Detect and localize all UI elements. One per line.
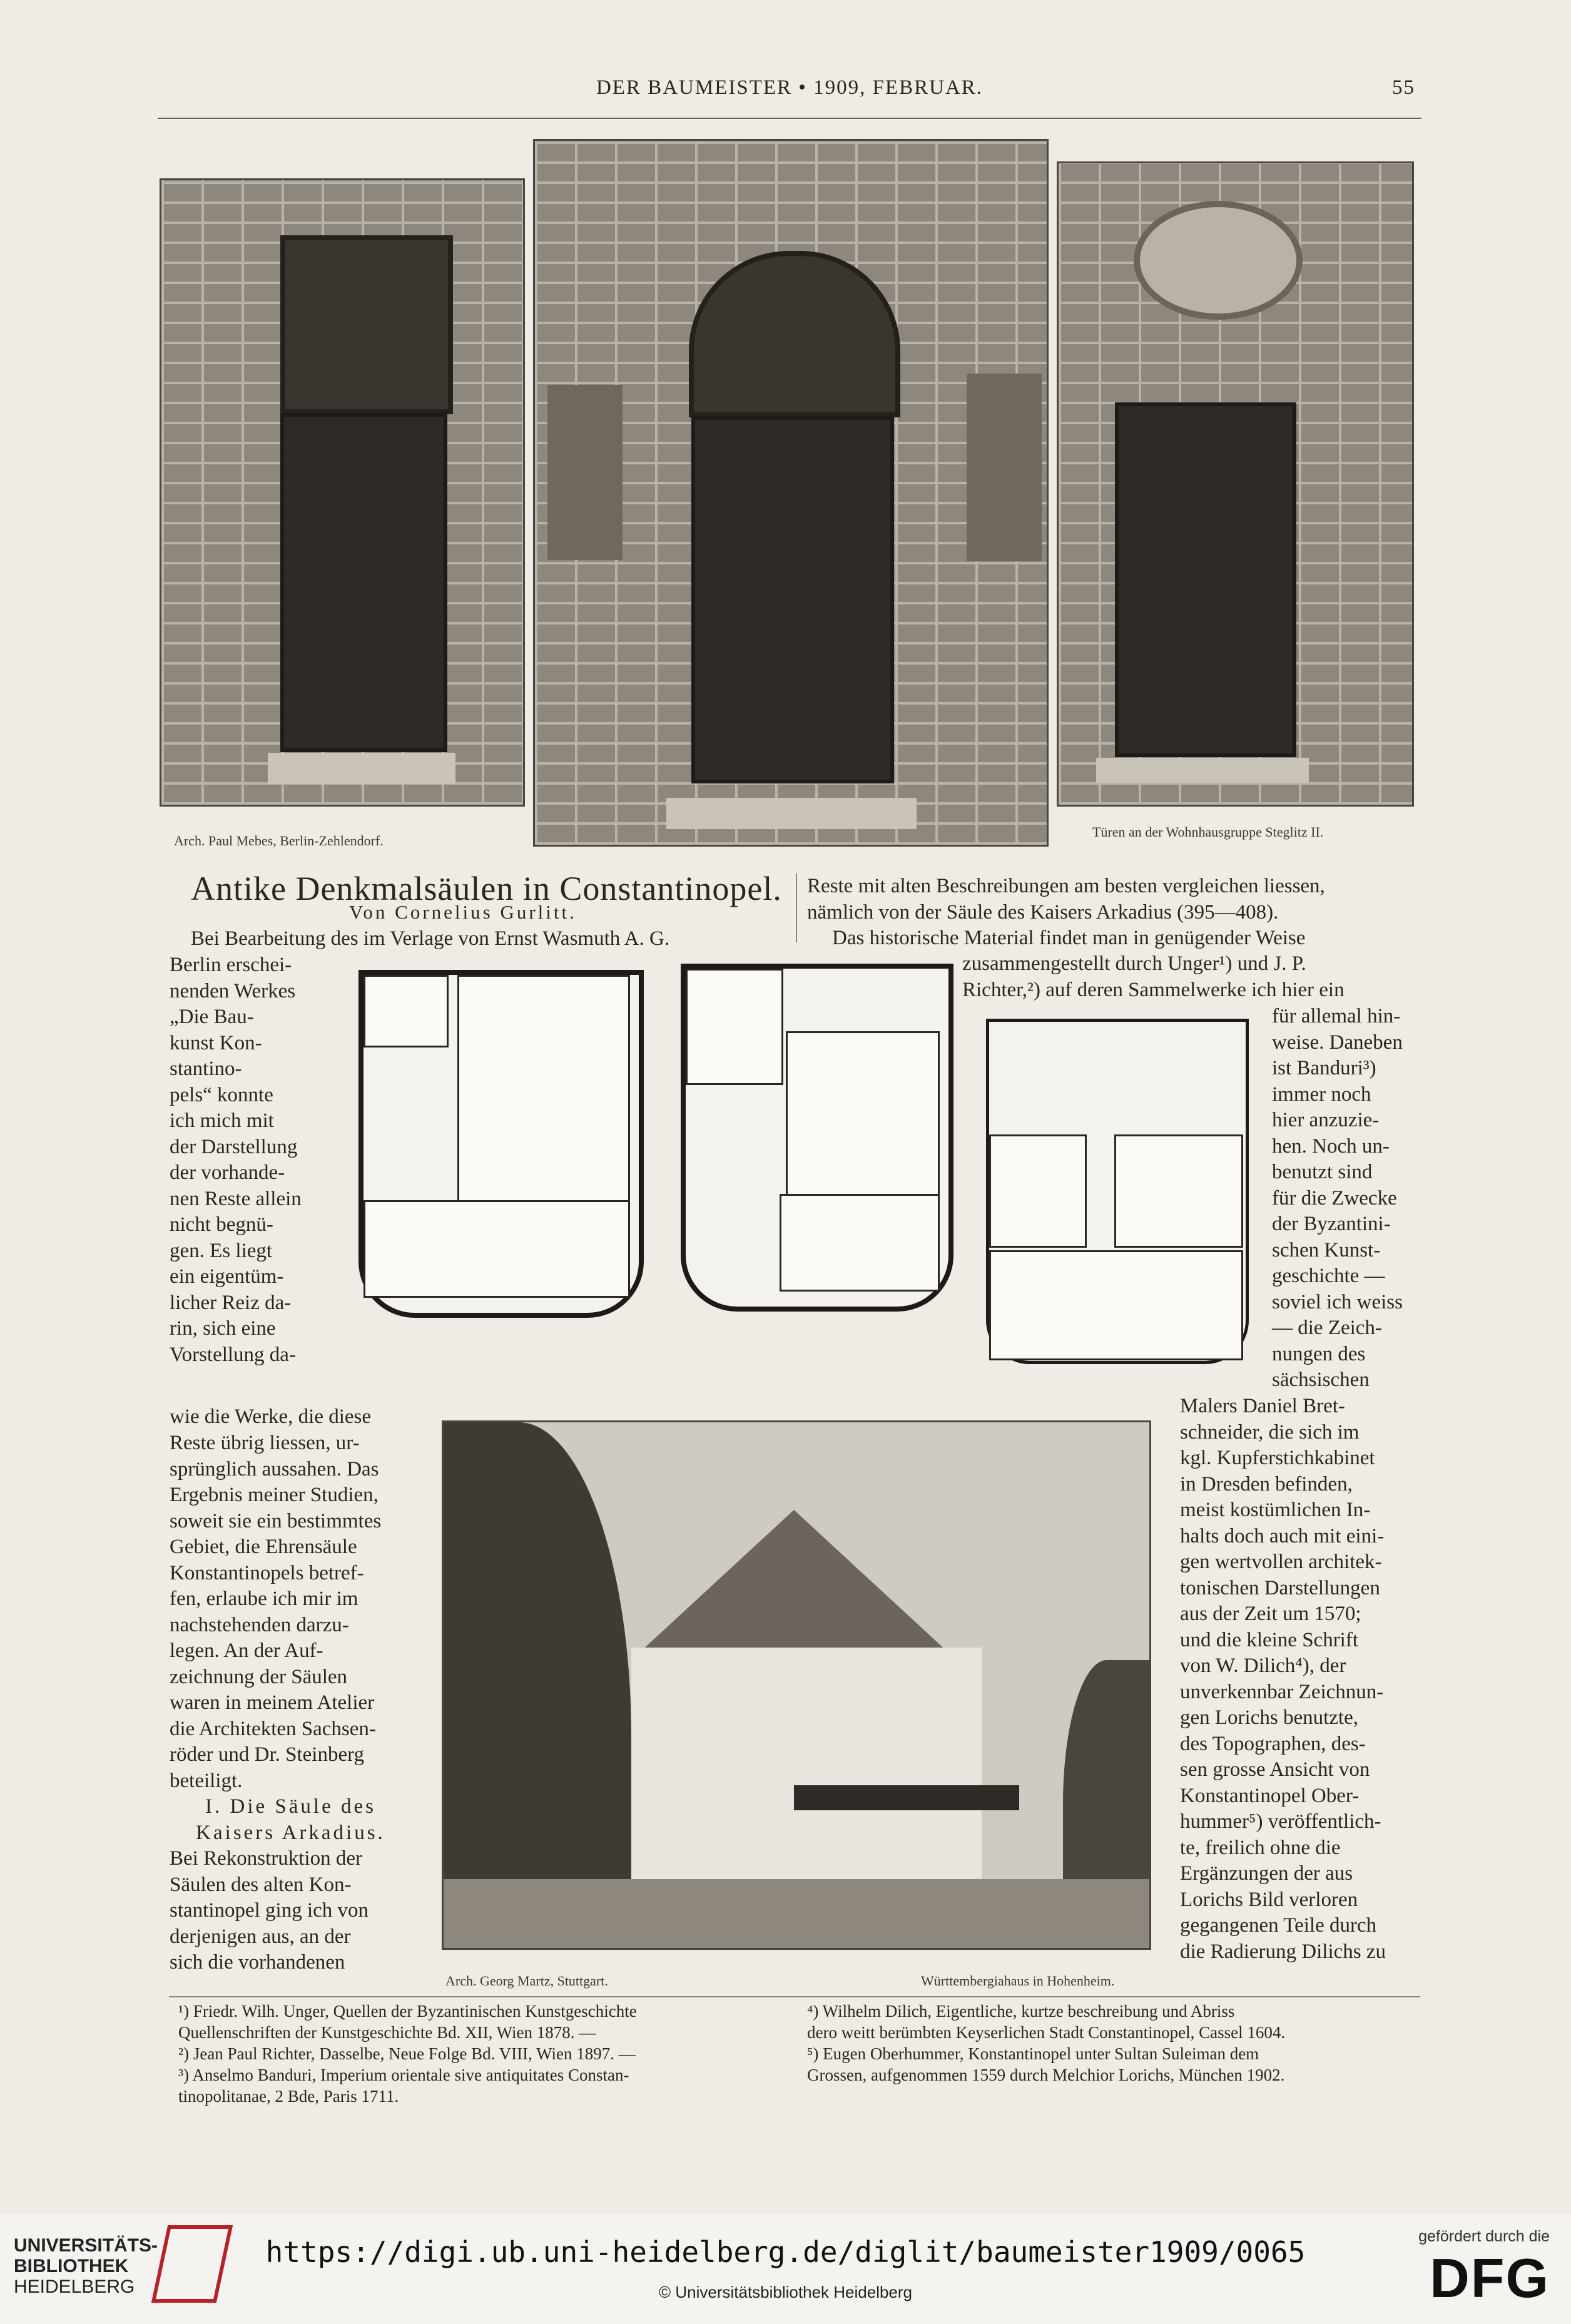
article-author: Von Cornelius Gurlitt.	[349, 901, 577, 923]
door-photo-left	[160, 178, 525, 807]
plan-room	[364, 975, 449, 1047]
plan-room	[457, 975, 630, 1204]
door-caption-left: Arch. Paul Mebes, Berlin-Zehlendorf.	[174, 833, 384, 849]
floor-plan-ground	[358, 970, 644, 1318]
footnotes-left: ¹) Friedr. Wilh. Unger, Quellen der Byzantinischen Kunstgeschichte Quellenschriften der Kunstgeschichte Bd. XII, Wien 1878. — ²) Jean Paul Richter, Dasselbe, Neue Folge Bd. VIII, Wien 1897. — ³) Anselmo Banduri, Imperium orientale sive antiquitates Constan- tinopolitanae, 2 Bde, Paris 1711.	[178, 2002, 637, 2106]
column-rule	[796, 874, 797, 942]
plan-room	[1114, 1134, 1243, 1248]
intro-line: Bei Bearbeitung des im Verlage von Ernst Wasmuth A. G.	[191, 927, 670, 950]
footer-bar	[0, 2214, 1571, 2324]
ground	[444, 1879, 1149, 1948]
door-step	[268, 753, 455, 784]
left-column-medium: Reste übrig liessen, ur- sprünglich aussahen. Das Ergebnis meiner Studien, soweit sie ein bestimmtes Gebiet, die Ehrensäule Konstantinopels betref- fen, erlaube ich mir im nachstehenden darzu- legen. An der Auf- zeichnung der Säulen waren in meinem Atelier die Architekten Sachsen- röder und Dr. Steinberg beteiligt. I. Die Säule des Kaisers Arkadius. Bei Rekonstruktion der Säulen des alten Kon- stantinopel ging ich von derjenigen aus, an der sich die vorhandenen	[170, 1430, 412, 1976]
plan-room	[786, 1031, 940, 1198]
door-step	[666, 798, 917, 829]
house-balcony	[794, 1785, 1019, 1810]
floor-plan-attic	[986, 1019, 1249, 1364]
door-panel	[691, 416, 894, 783]
door-caption-right: Türen an der Wohnhausgruppe Steglitz II.	[1092, 824, 1324, 840]
house-facade	[631, 1648, 982, 1879]
house-caption-left: Arch. Georg Martz, Stuttgart.	[445, 1973, 608, 1989]
footnotes-right: ⁴) Wilhelm Dilich, Eigentliche, kurtze beschreibung und Abriss dero weitt berümbten Keyserlichen Stadt Constantinopel, Cassel 1604. ⁵) Eugen Oberhummer, Konstantinopel unter Sultan Suleiman dem Grossen, aufgenommen 1559 durch Melchior Lorichs, München 1902.	[807, 2002, 1286, 2084]
ornament-relief-right	[967, 374, 1042, 561]
house-photo	[442, 1420, 1151, 1950]
right-column-narrow: für allemal hin- weise. Daneben ist Banduri³) immer noch hier anzuzie- hen. Noch un- benutzt sind für die Zwecke der Byzantini- schen Kunst- geschichte — soviel ich weiss — die Zeich- nungen des sächsischen	[1272, 1005, 1403, 1391]
article-title: Antike Denkmalsäulen in Constantinopel.	[191, 870, 782, 907]
door-photo-right	[1057, 161, 1414, 807]
right-column-medium: Malers Daniel Bret- schneider, die sich im kgl. Kupferstichkabinet in Dresden befinden, meist kostümlichen In- halts doch auch mit eini- gen wertvollen architek- tonischen Darstellungen aus der Zeit um 1570; und die kleine Schrift von W. Dilich⁴), der unverkennbar Zeichnun- gen Lorichs benutzte, des Topographen, des- sen grosse Ansicht von Konstantinopel Ober- hummer⁵) veröffentlich- te, freilich ohne die Ergänzungen der aus Lorichs Bild verloren gegangenen Teile durch die Radierung Dilichs zu	[1180, 1395, 1386, 1963]
section-heading: Kaisers Arkadius.	[196, 1821, 385, 1844]
house-roof	[631, 1510, 957, 1660]
plan-room	[686, 969, 783, 1085]
library-logo[interactable]: UNIVERSITÄTS- BIBLIOTHEK HEIDELBERG	[14, 2235, 158, 2297]
oval-window	[1134, 201, 1303, 320]
permalink[interactable]: https://digi.ub.uni-heidelberg.de/diglit/baumeister1909/0065	[265, 2235, 1306, 2269]
running-header	[158, 76, 1421, 108]
page-number: 55	[1392, 76, 1415, 99]
door-panel	[280, 413, 447, 752]
dfg-logo[interactable]: DFG	[1430, 2247, 1550, 2309]
left-column-wide-line: wie die Werke, die diese	[170, 1405, 372, 1428]
plan-room	[780, 1194, 940, 1292]
left-column-narrow: Berlin erschei- nenden Werkes „Die Bau- kunst Kon- stantino- pels“ konnte ich mich mit der Darstellung der vorhande- nen Reste allein nicht begnü- gen. Es liegt ein eigentüm- licher Reiz da- rin, sich eine Vorstellung da-	[170, 954, 302, 1366]
copyright: © Universitätsbibliothek Heidelberg	[658, 2283, 913, 2301]
ornament-relief-left	[547, 385, 623, 560]
transom-window	[280, 235, 453, 414]
funding-note: gefördert durch die	[1418, 2228, 1550, 2245]
journal-title: DER BAUMEISTER • 1909, FEBRUAR.	[596, 76, 984, 99]
house-caption-right: Württembergiahaus in Hohenheim.	[921, 1973, 1115, 1989]
arched-transom-window	[689, 251, 900, 417]
plan-room	[989, 1134, 1087, 1248]
footnote-rule	[169, 1996, 1420, 1997]
section-heading: I. Die Säule des	[205, 1795, 376, 1818]
door-photo-center	[533, 139, 1049, 847]
plan-room	[364, 1200, 630, 1298]
header-rule	[158, 118, 1421, 119]
right-column-after-plan: zusammengestellt durch Unger¹) und J. P. Richter,²) auf deren Sammelwerke ich hier ein	[962, 952, 1345, 1001]
tree-left	[444, 1422, 631, 1948]
door-panel	[1115, 402, 1296, 757]
floor-plan-upper	[681, 964, 953, 1312]
plan-room	[989, 1250, 1243, 1360]
right-column-top: Reste mit alten Beschreibungen am besten vergleichen liessen, nämlich von der Säule des Kaisers Arkadius (395—408). Das historische Material findet man in genügender Weise	[807, 875, 1325, 949]
door-step	[1096, 758, 1309, 783]
